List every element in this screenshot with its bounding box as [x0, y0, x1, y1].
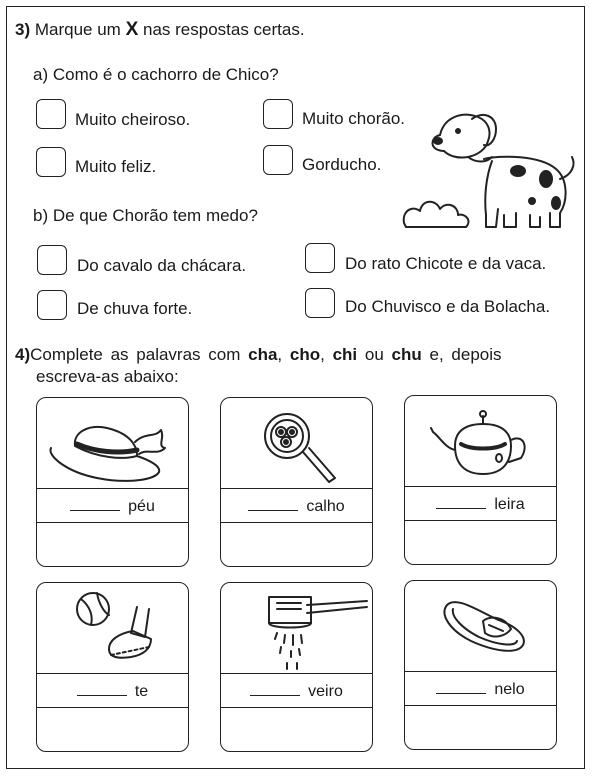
answer-blank-5[interactable] [250, 683, 300, 696]
q3-x-mark: X [125, 19, 139, 40]
word-card-frying-pan [220, 397, 373, 567]
q3a-label: a) [33, 65, 49, 84]
q3-instruction [15, 20, 305, 40]
q4-sep2: , [320, 345, 325, 364]
syllable-cha: cha [248, 345, 278, 364]
word-hat [37, 497, 188, 517]
syllable-chi: chi [332, 345, 358, 364]
worksheet-page [6, 6, 585, 769]
option-do-chuvisco: Do Chuvisco e da Bolacha. [345, 297, 551, 316]
frying-pan-icon [221, 398, 373, 488]
suffix-te: te [134, 683, 149, 700]
suffix-peu: péu [128, 498, 155, 515]
q4-sep1: , [277, 345, 283, 364]
checkbox-de-chuva-forte[interactable] [37, 290, 67, 320]
checkbox-do-cavalo[interactable] [37, 245, 67, 275]
suffix-calho: calho [306, 498, 345, 515]
syllable-cho: cho [289, 345, 321, 364]
option-muito-feliz: Muito feliz. [75, 157, 157, 176]
option-muito-chorao: Muito chorão. [302, 109, 405, 128]
syllable-chu: chu [391, 345, 422, 364]
q3-instruction-end: nas respostas certas. [143, 20, 305, 39]
word-card-kettle [404, 395, 557, 565]
word-card-shower [220, 582, 373, 752]
suffix-leira: leira [494, 496, 525, 513]
word-card-kick [36, 582, 189, 752]
q4-number: 4) [15, 345, 31, 364]
checkbox-gorducho[interactable] [263, 145, 293, 175]
word-slipper [405, 680, 556, 700]
checkbox-do-rato-chicote[interactable] [305, 243, 335, 273]
checkbox-muito-feliz[interactable] [36, 147, 66, 177]
q3a-question [33, 65, 279, 85]
word-kettle [405, 495, 556, 515]
q3b-question-text: De que Chorão tem medo? [52, 206, 258, 225]
dog-illustration-icon [400, 105, 580, 235]
answer-blank-4[interactable] [77, 683, 127, 696]
q3-instruction-start: Marque um [34, 20, 121, 39]
checkbox-muito-chorao[interactable] [263, 99, 293, 129]
q3-number: 3) [15, 20, 31, 39]
word-card-hat [36, 397, 189, 567]
answer-blank-2[interactable] [248, 498, 298, 511]
option-de-chuva-forte: De chuva forte. [77, 299, 193, 318]
checkbox-do-chuvisco[interactable] [305, 288, 335, 318]
slipper-icon [405, 581, 557, 671]
q3a-question-text: Como é o cachorro de Chico? [52, 65, 279, 84]
q4-instruction-end: e, depois [429, 345, 502, 364]
option-gorducho: Gorducho. [302, 155, 382, 174]
word-card-slipper [404, 580, 557, 750]
kicking-ball-icon [37, 583, 189, 673]
q3b-question [33, 206, 258, 226]
q4-instruction-line2: escreva-as abaixo: [36, 367, 179, 386]
answer-blank-1[interactable] [70, 498, 120, 511]
option-muito-cheiroso: Muito cheiroso. [75, 110, 191, 129]
word-shower [221, 682, 372, 702]
suffix-veiro: veiro [308, 683, 343, 700]
shower-icon [221, 583, 373, 673]
hat-icon [37, 398, 189, 488]
suffix-nelo: nelo [494, 681, 525, 698]
q4-sep-or: ou [364, 345, 384, 364]
q4-instruction-line1 [15, 345, 502, 365]
word-frying-pan [221, 497, 372, 517]
option-do-rato-chicote: Do rato Chicote e da vaca. [345, 254, 547, 273]
q3b-label: b) [33, 206, 49, 225]
kettle-icon [405, 396, 557, 486]
q4-instruction-start: Complete as palavras com [30, 345, 241, 364]
option-do-cavalo: Do cavalo da chácara. [77, 256, 247, 275]
checkbox-muito-cheiroso[interactable] [36, 99, 66, 129]
word-kick [37, 682, 188, 702]
answer-blank-6[interactable] [436, 681, 486, 694]
answer-blank-3[interactable] [436, 496, 486, 509]
